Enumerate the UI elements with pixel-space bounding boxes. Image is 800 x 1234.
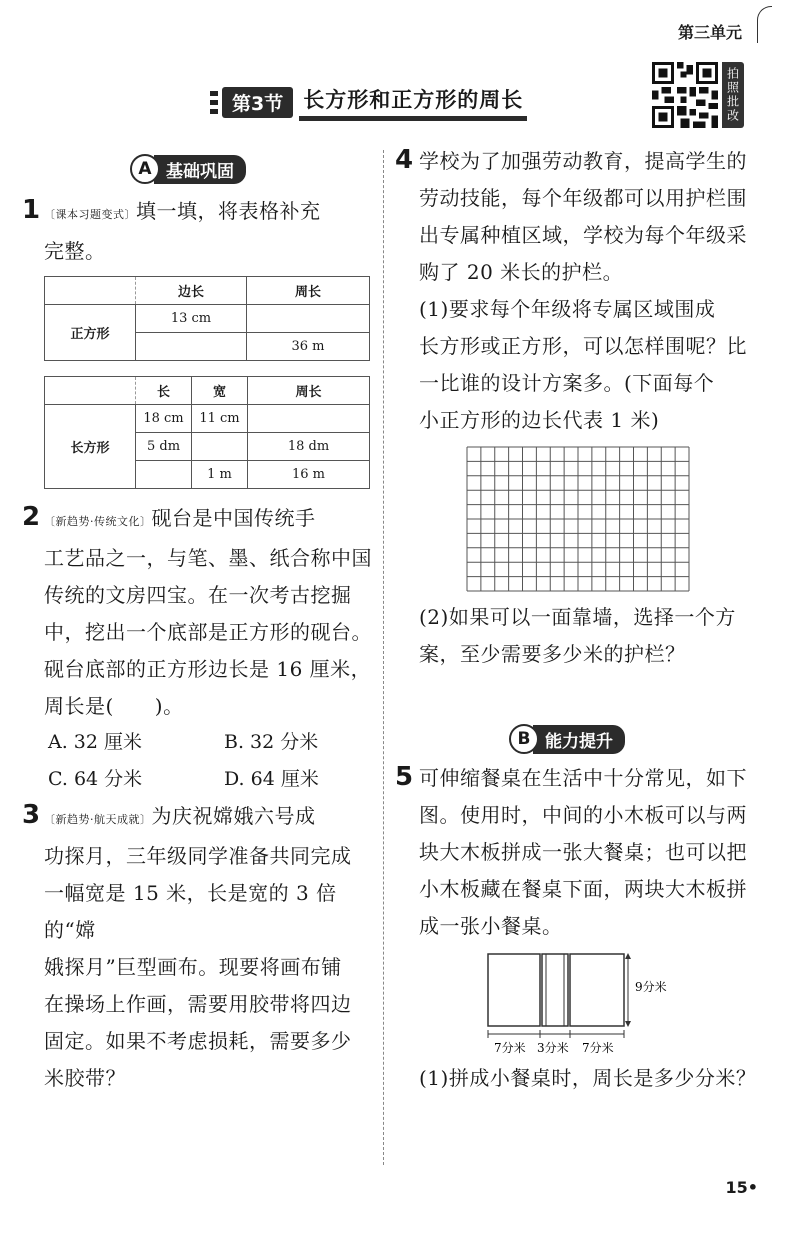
part-b-badge <box>509 724 625 754</box>
width-label-3: 7分米 <box>582 1041 614 1055</box>
square-col-side: 边长 <box>136 277 247 305</box>
question-4-number: 4 <box>395 145 414 175</box>
unit-label: 第三单元 <box>677 23 742 42</box>
part-b-letter: B <box>509 724 539 754</box>
arrow-head-icon <box>625 953 631 959</box>
width-label-1: 7分米 <box>494 1041 526 1055</box>
question-4-line: 学校为了加强劳动教育，提高学生的 <box>419 149 747 173</box>
big-board-left <box>488 954 540 1026</box>
question-5-line: 小木板藏在餐桌下面，两块大木板拼 <box>419 877 747 901</box>
table-cell: 36 m <box>247 333 370 361</box>
part-a-letter: A <box>130 154 160 184</box>
rect-col-width: 宽 <box>192 377 248 405</box>
question-3-line: 娥探月”巨型画布。现要将画布铺 <box>44 955 342 979</box>
question-5-sub1: (1)拼成小餐桌时，周长是多少分米？ <box>419 1066 757 1090</box>
section-heading: 长方形和正方形的周长 <box>299 84 527 121</box>
question-4-line: 出专属种植区域，学校为每个年级采 <box>419 223 747 247</box>
table-cell-blank[interactable] <box>248 405 370 433</box>
rect-row-label: 长方形 <box>45 405 136 489</box>
question-3-line: 在操场上作画，需要用胶带将四边 <box>44 992 352 1016</box>
question-4-sub1: 小正方形的边长代表 1 米) <box>419 408 660 432</box>
part-a-label: 基础巩固 <box>154 155 246 184</box>
question-3-line: 一幅宽是 15 米，长是宽的 3 倍的“嫦 <box>44 881 337 942</box>
table-diagram <box>478 950 708 1060</box>
question-2-number: 2 <box>22 502 41 532</box>
question-4-sub1: 长方形或正方形，可以怎样围呢？比 <box>419 334 747 358</box>
question-4-line: 劳动技能，每个年级都可以用护栏围 <box>419 186 747 210</box>
question-5 <box>395 760 775 945</box>
page-number-value: 15 <box>725 1178 748 1197</box>
question-3-tag: 〔新趋势·航天成就〕 <box>44 813 152 826</box>
option-c[interactable]: C. 64 分米 <box>48 768 143 790</box>
height-label: 9分米 <box>635 980 667 994</box>
question-2-line: 砚台底部的正方形边长是 16 厘米， <box>44 657 372 681</box>
question-3-line: 固定。如果不考虑损耗，需要多少 <box>44 1029 352 1053</box>
question-3 <box>22 798 380 1097</box>
question-4 <box>395 143 775 439</box>
square-table <box>44 276 370 361</box>
corner-decoration <box>757 6 772 43</box>
rect-col-length: 长 <box>136 377 192 405</box>
option-d[interactable]: D. 64 厘米 <box>224 768 319 790</box>
question-4-sub2: (2)如果可以一面靠墙，选择一个方 <box>419 605 736 629</box>
question-4-sub1: (1)要求每个年级将专属区域围成 <box>419 297 716 321</box>
question-1 <box>22 193 372 270</box>
question-2-line: 工艺品之一，与笔、墨、纸合称中国 <box>44 546 372 570</box>
page-number <box>726 1178 759 1197</box>
question-3-line: 米胶带？ <box>44 1066 126 1090</box>
question-2-line: 中，挖出一个底部是正方形的砚台。 <box>44 620 372 644</box>
question-5-line: 块大木板拼成一张大餐桌；也可以把 <box>419 840 747 864</box>
question-1-line: 完整。 <box>44 239 106 263</box>
big-board-right <box>570 954 624 1026</box>
question-2 <box>22 500 380 725</box>
question-3-number: 3 <box>22 800 41 830</box>
width-label-2: 3分米 <box>537 1041 569 1055</box>
table-cell-blank[interactable] <box>136 333 247 361</box>
part-b-label: 能力提升 <box>533 725 625 754</box>
table-cell: 18 cm <box>136 405 192 433</box>
grid-paper[interactable] <box>466 446 690 592</box>
question-2-line: 传统的文房四宝。在一次考古挖掘 <box>44 583 352 607</box>
qr-code-icon[interactable] <box>652 62 718 128</box>
option-b[interactable]: B. 32 分米 <box>224 731 319 753</box>
section-title <box>210 87 527 117</box>
option-a[interactable]: A. 32 厘米 <box>48 731 143 753</box>
table-cell: 16 m <box>248 461 370 489</box>
question-2-line: 砚台是中国传统手 <box>151 506 316 530</box>
question-1-number: 1 <box>22 195 41 225</box>
table-cell: 13 cm <box>136 305 247 333</box>
question-5-number: 5 <box>395 762 414 792</box>
qr-label: 拍照批改 <box>722 62 744 128</box>
question-4-line: 购了 20 米长的护栏。 <box>419 260 624 284</box>
square-row-label: 正方形 <box>45 305 136 361</box>
table-cell-blank[interactable] <box>247 305 370 333</box>
table-cell: 1 m <box>192 461 248 489</box>
question-4-part-2 <box>419 599 779 673</box>
question-4-sub1: 一比谁的设计方案多。(下面每个 <box>419 371 715 395</box>
table-cell-blank[interactable] <box>192 433 248 461</box>
question-5-line: 可伸缩餐桌在生活中十分常见，如下 <box>419 766 747 790</box>
page-dot: • <box>747 1178 758 1197</box>
part-a-badge <box>130 154 246 184</box>
square-col-perimeter: 周长 <box>247 277 370 305</box>
table-cell: 5 dm <box>136 433 192 461</box>
question-2-tag: 〔新趋势·传统文化〕 <box>44 515 152 528</box>
question-3-line: 为庆祝嫦娥六号成 <box>151 804 316 828</box>
question-2-line: 周长是( )。 <box>44 694 184 718</box>
rect-table <box>44 376 370 489</box>
rect-col-perimeter: 周长 <box>248 377 370 405</box>
question-4-sub2: 案，至少需要多少米的护栏？ <box>419 642 686 666</box>
section-number: 第3节 <box>222 87 293 118</box>
table-cell-blank[interactable] <box>136 461 192 489</box>
question-1-tag: 〔课本习题变式〕 <box>44 208 136 221</box>
question-5-line: 图。使用时，中间的小木板可以与两 <box>419 803 747 827</box>
table-cell: 11 cm <box>192 405 248 433</box>
question-1-line: 填一填，将表格补充 <box>136 199 321 223</box>
table-cell: 18 dm <box>248 433 370 461</box>
title-bars-icon <box>210 91 218 114</box>
arrow-head-icon <box>625 1021 631 1027</box>
question-3-line: 功探月，三年级同学准备共同完成 <box>44 844 352 868</box>
column-divider <box>383 150 384 1165</box>
question-5-line: 成一张小餐桌。 <box>419 914 563 938</box>
